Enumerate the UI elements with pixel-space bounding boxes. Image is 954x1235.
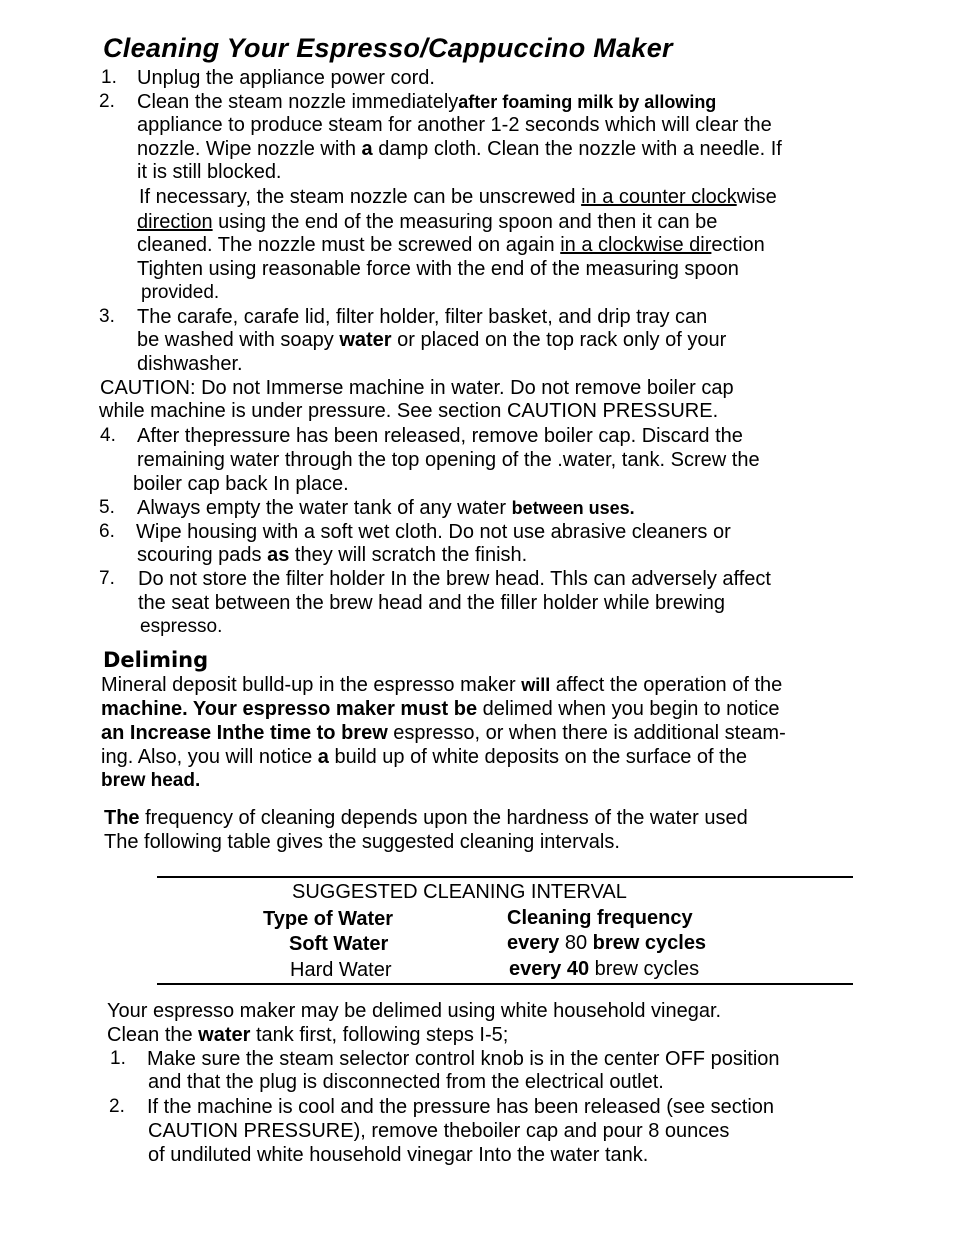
step-5-number: 5. bbox=[99, 497, 115, 518]
step-2-line-2: appliance to produce steam for another 1-2 seconds which will clear the bbox=[137, 114, 772, 136]
step-4-line-3: boiler cap back In place. bbox=[133, 473, 349, 495]
step-2-line-7: cleaned. The nozzle must be screwed on again in a clockwise direction bbox=[137, 234, 765, 256]
table-row-soft-water: Soft Water bbox=[289, 933, 389, 955]
page-title: Cleaning Your Espresso/Cappuccino Maker bbox=[103, 33, 673, 63]
deliming-heading: Deliming bbox=[103, 648, 209, 672]
table-title: SUGGESTED CLEANING INTERVAL bbox=[292, 881, 627, 903]
step-2-line-3: nozzle. Wipe nozzle with a damp cloth. Clean the nozzle with a needle. If bbox=[137, 138, 782, 160]
vinegar-intro-line: Your espresso maker may be delimed using white household vinegar. bbox=[107, 1000, 722, 1022]
step-2-number: 2. bbox=[99, 91, 115, 112]
step-2-line-5: If necessary, the steam nozzle can be unscrewed in a counter clockwise bbox=[139, 186, 777, 208]
step-3-line-2: be washed with soapy water or placed on the top rack only of your bbox=[137, 329, 727, 351]
deliming-p1-line-2: machine. Your espresso maker must be delimed when you begin to notice bbox=[101, 698, 780, 720]
deliming-p1-line-4: ing. Also, you will notice a build up of white deposits on the surface of the bbox=[101, 746, 747, 768]
step-1-number: 1. bbox=[101, 67, 117, 88]
step-1-text: Unplug the appliance power cord. bbox=[137, 67, 435, 89]
step-7-line-2: the seat between the brew head and the filler holder while brewing bbox=[138, 592, 726, 614]
step-5-text: Always empty the water tank of any water between uses. bbox=[137, 497, 635, 519]
step-7-number: 7. bbox=[99, 568, 115, 589]
deliming-step-2-line-2: CAUTION PRESSURE), remove theboiler cap and pour 8 ounces bbox=[148, 1120, 730, 1142]
deliming-p1-line-5: brew head. bbox=[101, 770, 201, 791]
step-2-line-4: it is still blocked. bbox=[137, 161, 282, 183]
step-6-number: 6. bbox=[99, 521, 115, 542]
step-7-line-3: espresso. bbox=[140, 616, 223, 637]
table-row-hard-water: Hard Water bbox=[290, 959, 392, 981]
step-7-line-1: Do not store the filter holder In the brew head. Thls can adversely affect bbox=[138, 568, 771, 590]
step-4-line-2: remaining water through the top opening of the .water, tank. Screw the bbox=[137, 449, 760, 471]
deliming-p1-line-3: an Increase Inthe time to brew espresso, or when there is additional steam- bbox=[101, 722, 786, 744]
vinegar-clean-tank-line: Clean the water tank first, following steps I-5; bbox=[107, 1024, 509, 1046]
step-4-number: 4. bbox=[100, 425, 116, 446]
step-3-line-3: dishwasher. bbox=[137, 353, 243, 375]
step-2-line-6: direction using the end of the measuring spoon and then it can be bbox=[137, 211, 718, 233]
caution-line-1: CAUTION: Do not Immerse machine in water. Do not remove boiler cap bbox=[100, 377, 734, 399]
step-4-line-1: After thepressure has been released, remove boiler cap. Discard the bbox=[137, 425, 743, 447]
step-2-line-8: Tighten using reasonable force with the end of the measuring spoon bbox=[137, 258, 739, 280]
deliming-step-2-line-1: If the machine is cool and the pressure has been released (see section bbox=[147, 1096, 775, 1118]
deliming-p2-line-1: The frequency of cleaning depends upon the hardness of the water used bbox=[104, 807, 748, 829]
deliming-p1-line-1: Mineral deposit bulld-up in the espresso maker will affect the operation of the bbox=[101, 674, 783, 696]
table-top-rule bbox=[157, 876, 853, 878]
step-3-line-1: The carafe, carafe lid, filter holder, filter basket, and drip tray can bbox=[137, 306, 708, 328]
deliming-step-1-line-1: Make sure the steam selector control knob is in the center OFF position bbox=[147, 1048, 780, 1070]
step-6-line-2: scouring pads as they will scratch the finish. bbox=[137, 544, 528, 566]
table-bottom-rule bbox=[157, 983, 853, 985]
table-row-hard-frequency: every 40 brew cycles bbox=[509, 958, 700, 980]
step-2-line-1: Clean the steam nozzle immediatelyafter foaming milk by allowing bbox=[137, 91, 717, 113]
step-2-line-9: provided. bbox=[141, 282, 220, 303]
deliming-p2-line-2: The following table gives the suggested cleaning intervals. bbox=[104, 831, 620, 853]
step-3-number: 3. bbox=[99, 306, 115, 327]
deliming-step-1-number: 1. bbox=[110, 1048, 126, 1069]
step-6-line-1: Wipe housing with a soft wet cloth. Do not use abrasive cleaners or bbox=[136, 521, 731, 543]
deliming-step-1-line-2: and that the plug is disconnected from the electrical outlet. bbox=[148, 1071, 664, 1093]
deliming-step-2-number: 2. bbox=[109, 1096, 125, 1117]
deliming-step-2-line-3: of undiluted white household vinegar Into the water tank. bbox=[148, 1144, 649, 1166]
caution-line-2: while machine is under pressure. See section CAUTION PRESSURE. bbox=[99, 400, 719, 422]
table-header-water: Type of Water bbox=[263, 908, 394, 930]
table-header-frequency: Cleaning frequency bbox=[507, 907, 693, 929]
table-row-soft-frequency: every 80 brew cycles bbox=[507, 932, 707, 954]
